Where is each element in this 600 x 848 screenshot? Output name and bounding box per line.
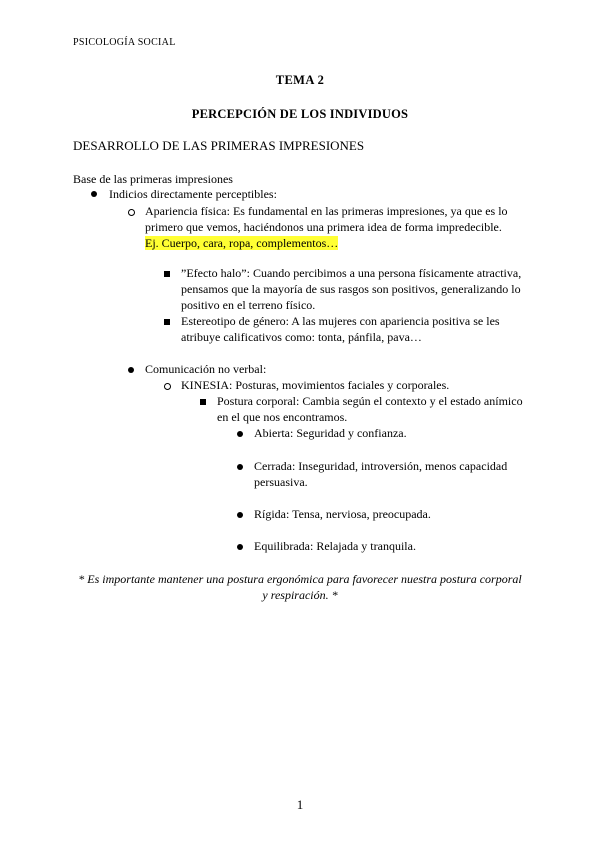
- bullet-dot-icon: [91, 191, 97, 197]
- highlighted-example: Ej. Cuerpo, cara, ropa, complementos…: [145, 236, 339, 250]
- estereotipo-line-1: Estereotipo de género: A las mujeres con apariencia positiva se les: [181, 314, 500, 328]
- apariencia-line-1: Apariencia física: Es fundamental en las primeras impresiones, ya que es lo: [145, 204, 508, 218]
- bullet-circle-icon: [128, 209, 135, 216]
- footnote: [73, 571, 527, 603]
- apariencia-line-2: primero que vemos, haciéndonos una primera idea de forma impredecible.: [145, 220, 502, 234]
- abierta-line: Abierta: Seguridad y confianza.: [254, 426, 407, 440]
- base-line: Base de las primeras impresiones: [73, 172, 233, 186]
- equilibrada-line: Equilibrada: Relajada y tranquila.: [254, 539, 416, 553]
- bullet-dot-icon: [237, 431, 243, 437]
- cerrada-line-1: Cerrada: Inseguridad, introversión, menos capacidad: [254, 459, 508, 473]
- note-line-2: y respiración. *: [262, 588, 338, 602]
- section-heading: DESARROLLO DE LAS PRIMERAS IMPRESIONES: [73, 138, 365, 153]
- bullet-circle-icon: [164, 383, 171, 390]
- bullet-square-icon: [164, 319, 170, 325]
- estereotipo-line-2: atribuye calificativos como: tonta, pánfila, pava…: [181, 330, 422, 344]
- note-line-1: * Es importante mantener una postura ergonómica para favorecer nuestra postura corporal: [78, 572, 522, 586]
- bullet-square-icon: [164, 271, 170, 277]
- efecto-line-1: ”Efecto halo”: Cuando percibimos a una persona físicamente atractiva,: [181, 266, 522, 280]
- chapter-title: TEMA 2: [275, 73, 325, 87]
- bullet-dot-icon: [237, 512, 243, 518]
- efecto-line-2: pensamos que la mayoría de sus rasgos son positivos, generalizando lo: [181, 282, 521, 296]
- list-item-indicios: Indicios directamente perceptibles:: [109, 187, 277, 201]
- bullet-square-icon: [200, 399, 206, 405]
- page-number: 1: [296, 797, 304, 812]
- bullet-dot-icon: [237, 544, 243, 550]
- list-item-comunicacion: Comunicación no verbal:: [145, 362, 267, 376]
- postura-line-1: Postura corporal: Cambia según el contexto y el estado anímico: [217, 394, 523, 408]
- rigida-line: Rígida: Tensa, nerviosa, preocupada.: [254, 507, 431, 521]
- postura-line-2: en el que nos encontramos.: [217, 410, 348, 424]
- kinesia-line: KINESIA: Posturas, movimientos faciales y corporales.: [181, 378, 450, 392]
- efecto-line-3: positivo en el terreno físico.: [181, 298, 316, 312]
- running-header: PSICOLOGÍA SOCIAL: [73, 37, 176, 48]
- cerrada-line-2: persuasiva.: [254, 475, 308, 489]
- chapter-subtitle: PERCEPCIÓN DE LOS INDIVIDUOS: [191, 107, 409, 121]
- bullet-dot-icon: [237, 464, 243, 470]
- bullet-dot-icon: [128, 367, 134, 373]
